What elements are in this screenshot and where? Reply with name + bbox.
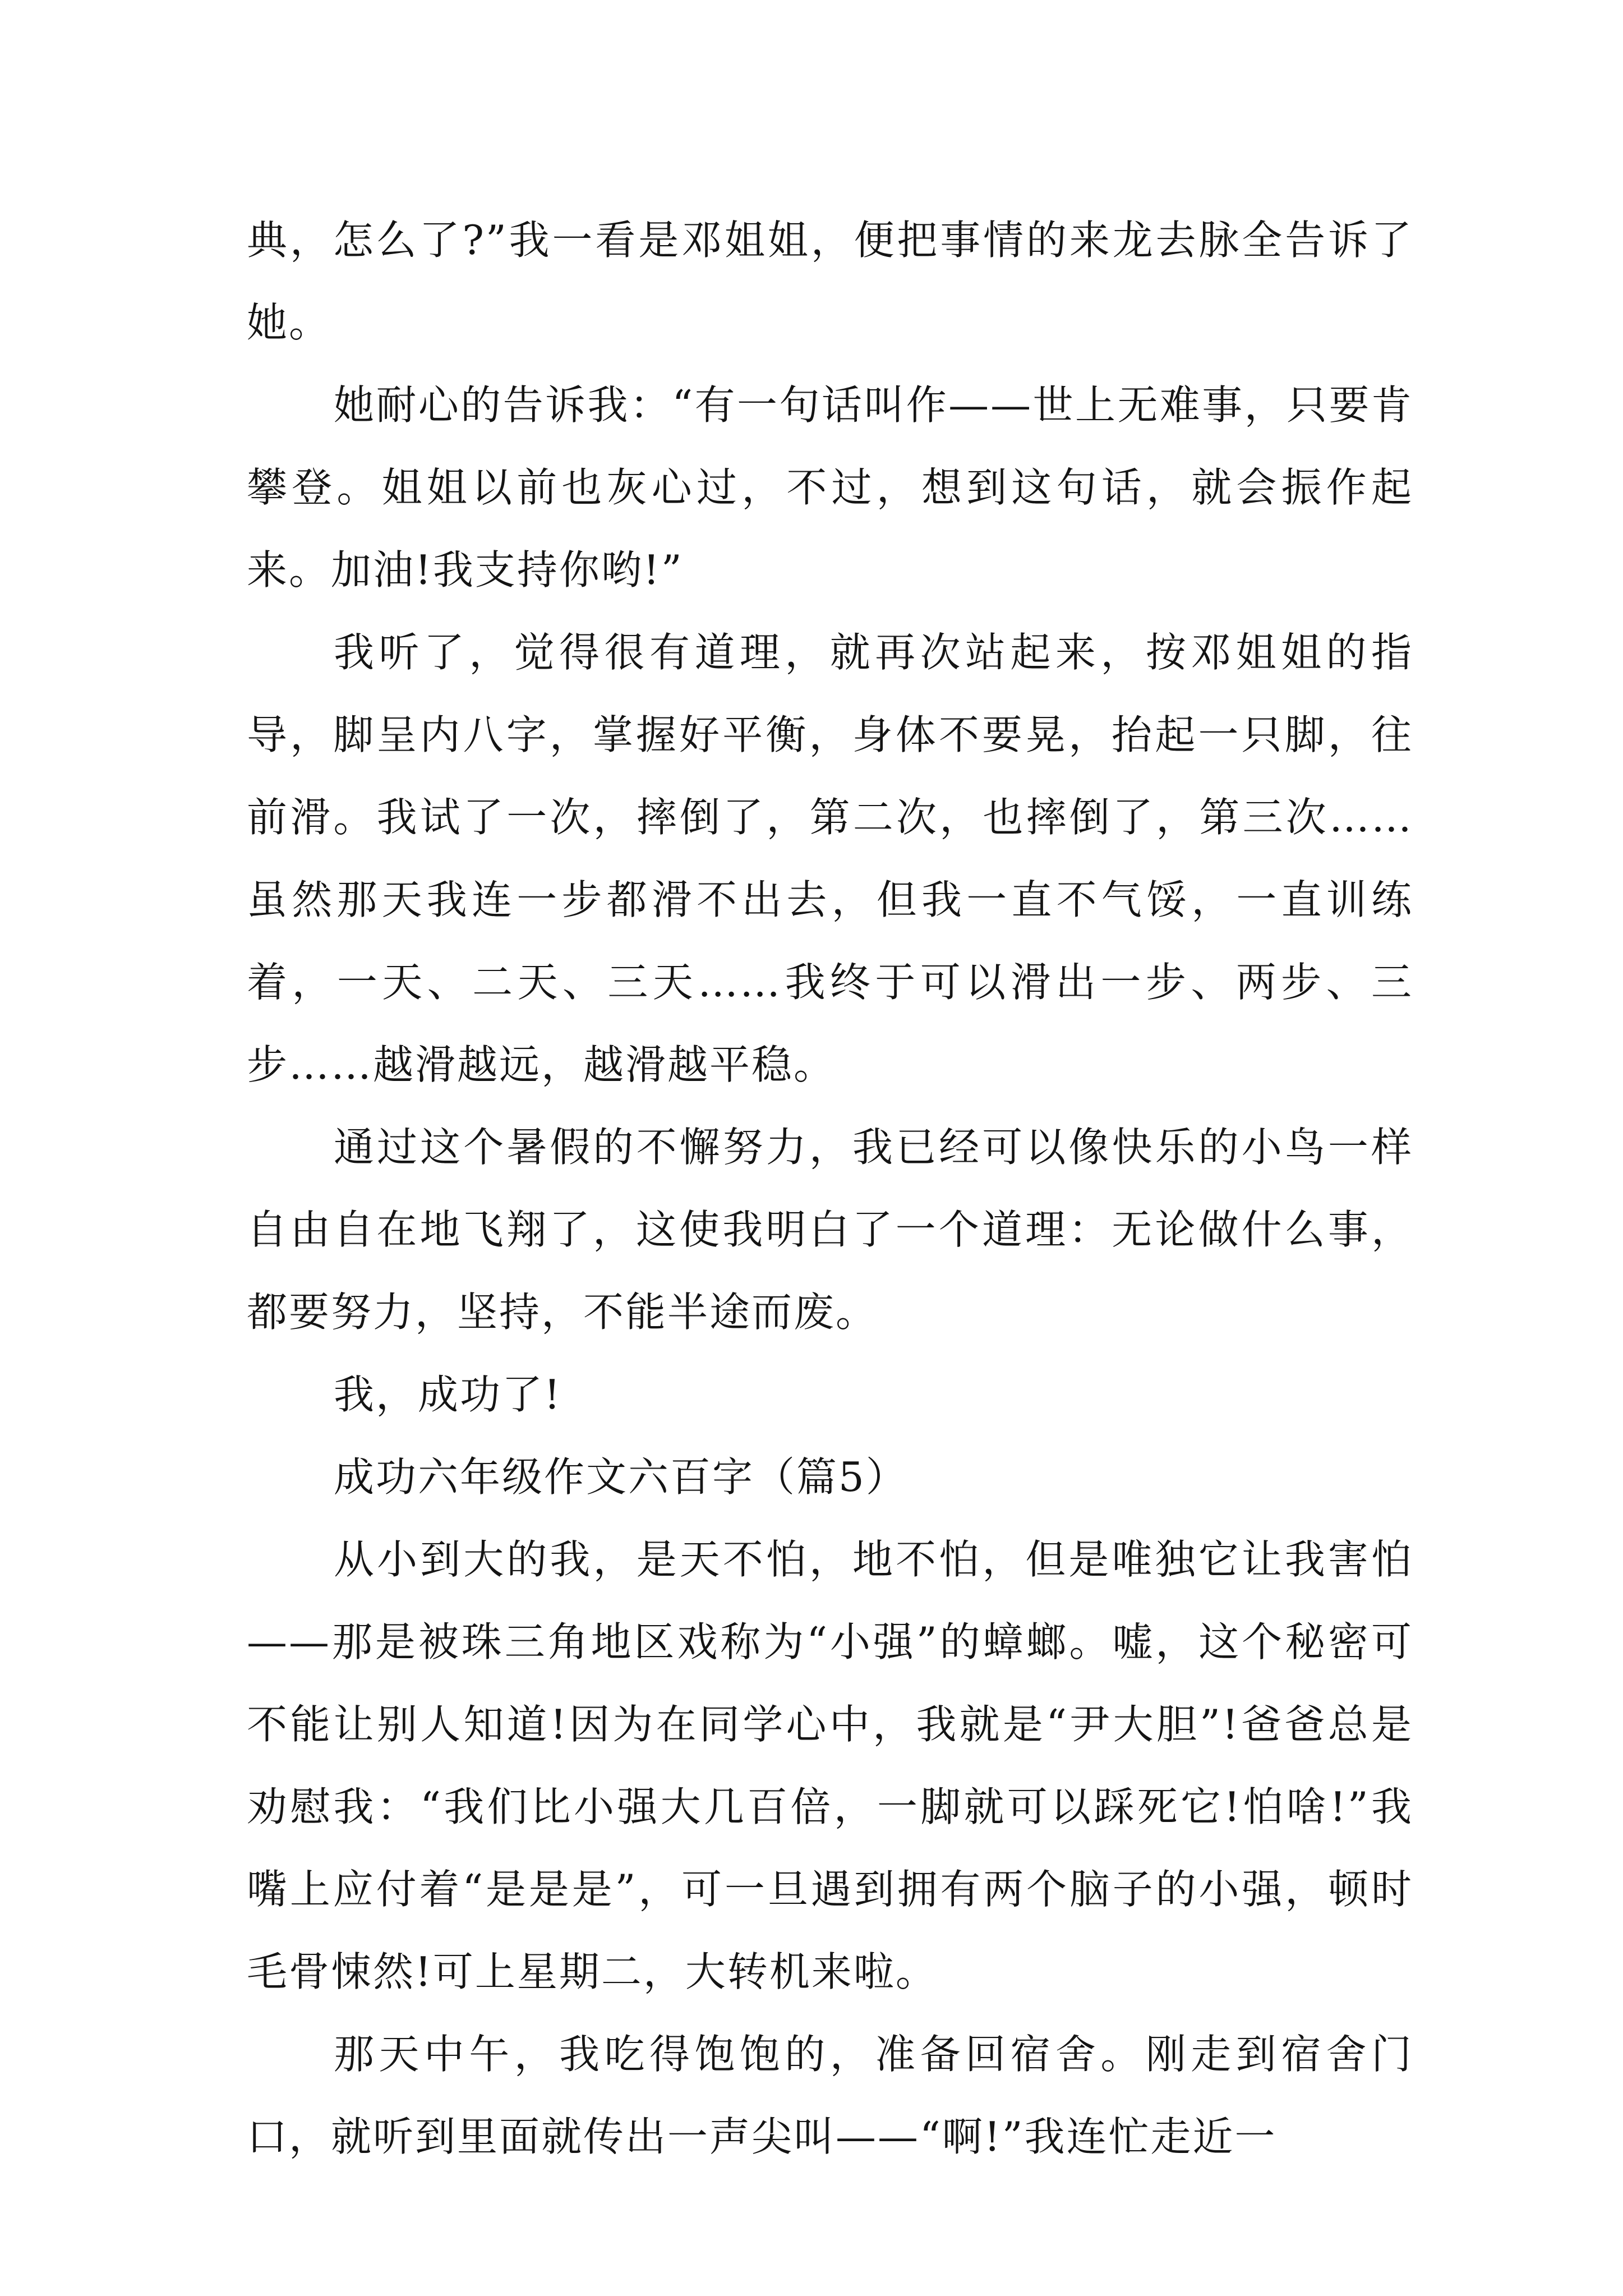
- paragraph-continued: 典，怎么了?”我一看是邓姐姐，便把事情的来龙去脉全告诉了她。: [247, 217, 1413, 346]
- paragraph-practice: 我听了，觉得很有道理，就再次站起来，按邓姐姐的指导，脚呈内八字，掌握好平衡，身体不要晃，抬起一只脚，往前滑。我试了一次，摔倒了，第二次，也摔倒了，第三次……虽然那天我连一步都滑不出去，但我一直不气馁，一直训练着，一天、二天、三天……我终于可以滑出一步、两步、三步……越滑越远，越滑越平稳。: [247, 629, 1413, 1088]
- document-body: [247, 199, 1413, 2178]
- paragraph-noon: 那天中午，我吃得饱饱的，准备回宿舍。刚走到宿舍门口，就听到里面就传出一声尖叫——“啊!”我连忙走近一: [247, 2031, 1413, 2160]
- paragraph-success: 我，成功了!: [334, 1371, 562, 1418]
- paragraph-cockroach-fear: 从小到大的我，是天不怕，地不怕，但是唯独它让我害怕——那是被珠三角地区戏称为“小强”的蟑螂。嘘，这个秘密可不能让别人知道!因为在同学心中，我就是“尹大胆”!爸爸总是劝慰我：“我们比小强大几百倍，一脚就可以踩死它!怕啥!”我嘴上应付着“是是是”，可一旦遇到拥有两个脑子的小强，顿时毛骨悚然!可上星期二，大转机来啦。: [247, 1536, 1413, 1995]
- paragraph-lesson: 通过这个暑假的不懈努力，我已经可以像快乐的小鸟一样自由自在地飞翔了，这使我明白了一个道理：无论做什么事，都要努力，坚持，不能半途而废。: [247, 1124, 1413, 1336]
- paragraph-sister-advice: 她耐心的告诉我：“有一句话叫作——世上无难事，只要肯攀登。姐姐以前也灰心过，不过，想到这句话，就会振作起来。加油!我支持你哟!”: [247, 381, 1413, 593]
- section-heading: 成功六年级作文六百字（篇5）: [334, 1453, 908, 1501]
